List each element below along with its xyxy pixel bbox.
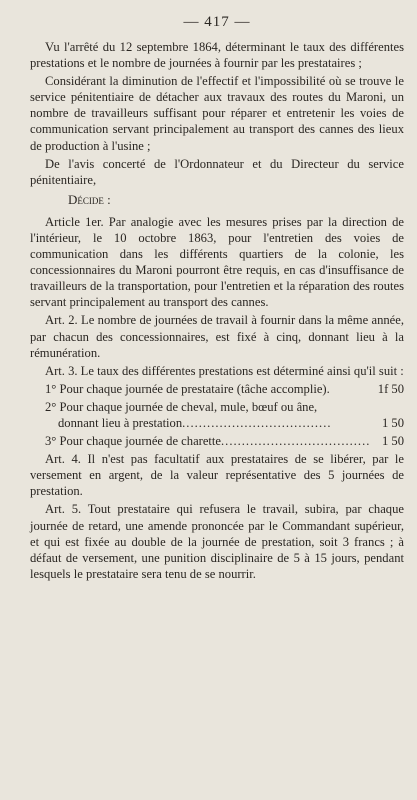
rate-item-3: [30, 433, 404, 449]
rate-label-continued: donnant lieu à prestation: [58, 415, 183, 430]
rate-label: 2° Pour chaque journée de cheval, mule, bœuf ou âne,: [45, 399, 318, 414]
article-3: Art. 3. Le taux des différentes prestations est déterminé ainsi qu'il suit :: [45, 363, 404, 378]
article-5: Art. 5. Tout prestataire qui refusera le travail, subira, par chaque journée de retard, une amende prononcée par le Commandant supérieur, et qui est fixée au double de la journée de prestation, soit 3 francs ; à défaut de versement, une punition disciplinaire de 5 à 15 jours, pendant lesquels le prestataire sera tenu de se nourrir.: [30, 502, 404, 581]
paragraph-vu: Vu l'arrêté du 12 septembre 1864, déterminant le taux des différentes prestations et le nombre de journées à fournir par les prestataires ;: [30, 40, 404, 71]
paragraph-considerant: Considérant la diminution de l'effectif et l'impossibilité où se trouve le service pénitentiaire de détacher aux travaux des routes du Maroni, un nombre de travailleurs suffisant pour réparer et entretenir les voies de communication servant principalement au transport des cannes des lieux de production à l'usine ;: [30, 74, 404, 153]
rate-leader: ....................................: [182, 415, 332, 430]
decide-heading: Décide :: [68, 191, 111, 207]
article-1: Article 1er. Par analogie avec les mesures prises par la direction de l'intérieur, le 10 octobre 1863, pour l'entretien des voies de communication dans les différents quartiers de la colonie, les concessionnaires du Maroni pourront être requis, en cas d'insuffisance de travailleurs de la transportation, pour l'entretien et la réparation des routes servant principalement au transport des cannes.: [30, 214, 404, 310]
page-number: — 417 —: [183, 14, 251, 30]
paragraph-avis: De l'avis concerté de l'Ordonnateur et du Directeur du service pénitentiaire,: [30, 156, 404, 187]
rate-leader: ....................................: [221, 434, 371, 449]
rate-item-2: [30, 399, 404, 415]
rate-price: 1 50: [381, 415, 404, 430]
article-2: Art. 2. Le nombre de journées de travail à fournir dans la même année, par chacun des concessionnaires, est fixé à cinq, donnant lieu à la rémunération.: [30, 313, 404, 360]
rate-label: 1° Pour chaque journée de prestataire (tâche accomplie): [45, 381, 327, 396]
rate-price: 1 50: [381, 434, 404, 449]
rate-label: 3° Pour chaque journée de charette: [45, 434, 222, 449]
rate-leader: .: [326, 381, 331, 396]
rate-price: 1f 50: [377, 381, 404, 396]
rate-item-2-continued: [30, 415, 404, 431]
article-4: Art. 4. Il n'est pas facultatif aux prestataires de se libérer, par le versement en argent, de la valeur représentative des 5 journées de prestation.: [30, 452, 404, 499]
rate-item-1: [30, 381, 404, 397]
